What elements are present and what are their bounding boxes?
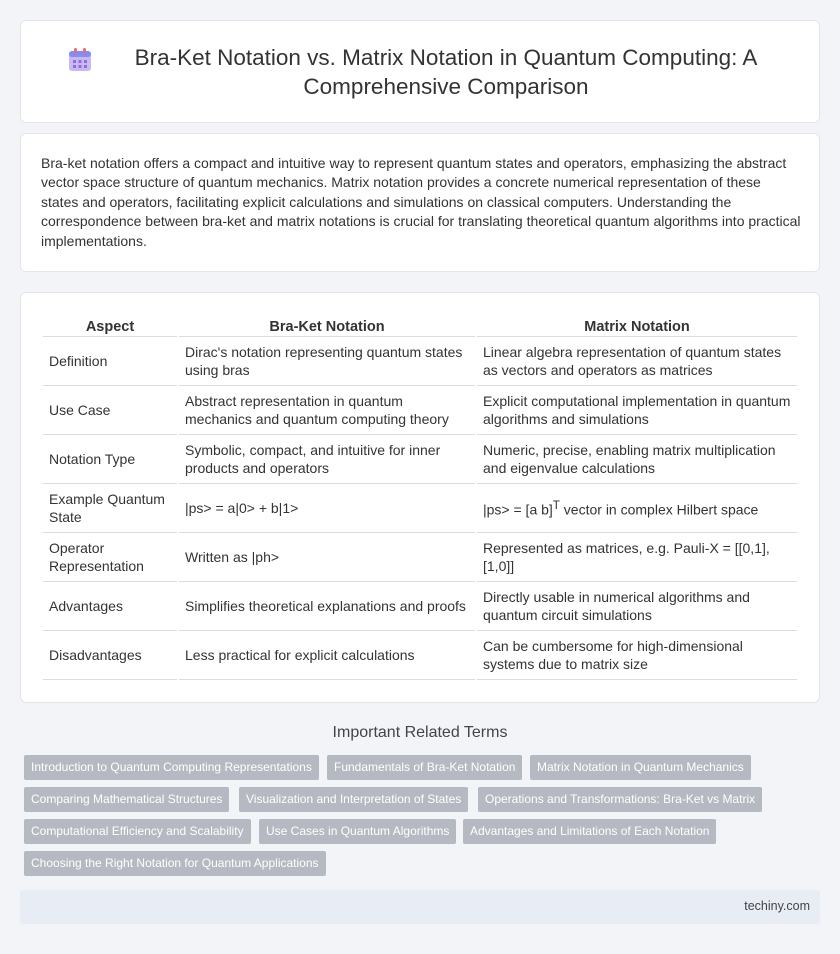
cell-matrix [477,484,797,533]
footer-brand[interactable]: techiny.com [744,899,810,913]
table-row [43,631,797,680]
table-row [43,582,797,631]
cell-matrix: Numeric, precise, enabling matrix multiplication and eigenvalue calculations [477,435,797,484]
cell-braket: Written as |ph> [179,533,475,582]
header-aspect: Aspect [43,315,177,337]
related-term-tag[interactable]: Introduction to Quantum Computing Representations [24,755,319,780]
related-term-tag[interactable]: Computational Efficiency and Scalability [24,819,251,844]
cell-braket: |ps> = a|0> + b|1> [179,484,475,533]
cell-braket: Dirac's notation representing quantum states using bras [179,337,475,386]
cell-aspect: Use Case [43,386,177,435]
cell-aspect: Notation Type [43,435,177,484]
related-term-tag[interactable]: Matrix Notation in Quantum Mechanics [530,755,751,780]
table-header-row [43,315,797,337]
cell-matrix: Linear algebra representation of quantum states as vectors and operators as matrices [477,337,797,386]
related-term-tag[interactable]: Operations and Transformations: Bra-Ket vs Matrix [478,787,762,812]
cell-braket: Less practical for explicit calculations [179,631,475,680]
cell-aspect: Operator Representation [43,533,177,582]
title-card [20,20,820,123]
page-title: Bra-Ket Notation vs. Matrix Notation in Quantum Computing: A Comprehensive Comparison [134,45,758,99]
table-row [43,386,797,435]
cell-matrix: Directly usable in numerical algorithms and quantum circuit simulations [477,582,797,631]
comparison-table [41,315,799,680]
transpose-superscript: T [552,499,560,513]
cell-matrix: Can be cumbersome for high-dimensional systems due to matrix size [477,631,797,680]
header-braket: Bra-Ket Notation [179,315,475,337]
related-term-tag[interactable]: Advantages and Limitations of Each Notation [463,819,716,844]
related-term-tag[interactable]: Choosing the Right Notation for Quantum Applications [24,851,326,876]
cell-braket: Symbolic, compact, and intuitive for inner products and operators [179,435,475,484]
header-matrix: Matrix Notation [477,315,797,337]
table-row [43,484,797,533]
cell-aspect: Definition [43,337,177,386]
related-term-tag[interactable]: Use Cases in Quantum Algorithms [259,819,456,844]
intro-paragraph: Bra-ket notation offers a compact and intuitive way to represent quantum states and operators, emphasizing the abstract vector space structure of quantum mechanics. Matrix notation provides a concrete numerical representation of these states and operators, facilitating explicit calculations and simulations on classical computers. Understanding the correspondence between bra-ket and matrix notations is crucial for translating theoretical quantum algorithms into practical implementations. [41,155,801,249]
cell-braket: Simplifies theoretical explanations and proofs [179,582,475,631]
footer-bar [20,890,820,924]
related-term-tag[interactable]: Fundamentals of Bra-Ket Notation [327,755,522,780]
table-row [43,337,797,386]
cell-matrix: Explicit computational implementation in quantum algorithms and simulations [477,386,797,435]
matrix-state-suffix: vector in complex Hilbert space [559,501,759,518]
related-term-tag[interactable]: Comparing Mathematical Structures [24,787,229,812]
comparison-table-card [20,292,820,703]
table-row [43,533,797,582]
related-terms-heading: Important Related Terms [332,724,508,741]
cell-matrix: Represented as matrices, e.g. Pauli-X = [[0,1],[1,0]] [477,533,797,582]
table-row [43,435,797,484]
cell-aspect: Disadvantages [43,631,177,680]
related-term-tag[interactable]: Visualization and Interpretation of States [239,787,468,812]
cell-aspect: Advantages [43,582,177,631]
cell-braket: Abstract representation in quantum mechanics and quantum computing theory [179,386,475,435]
intro-card [20,133,820,272]
cell-aspect: Example Quantum State [43,484,177,533]
matrix-state-prefix: |ps> = [a b] [483,501,553,518]
